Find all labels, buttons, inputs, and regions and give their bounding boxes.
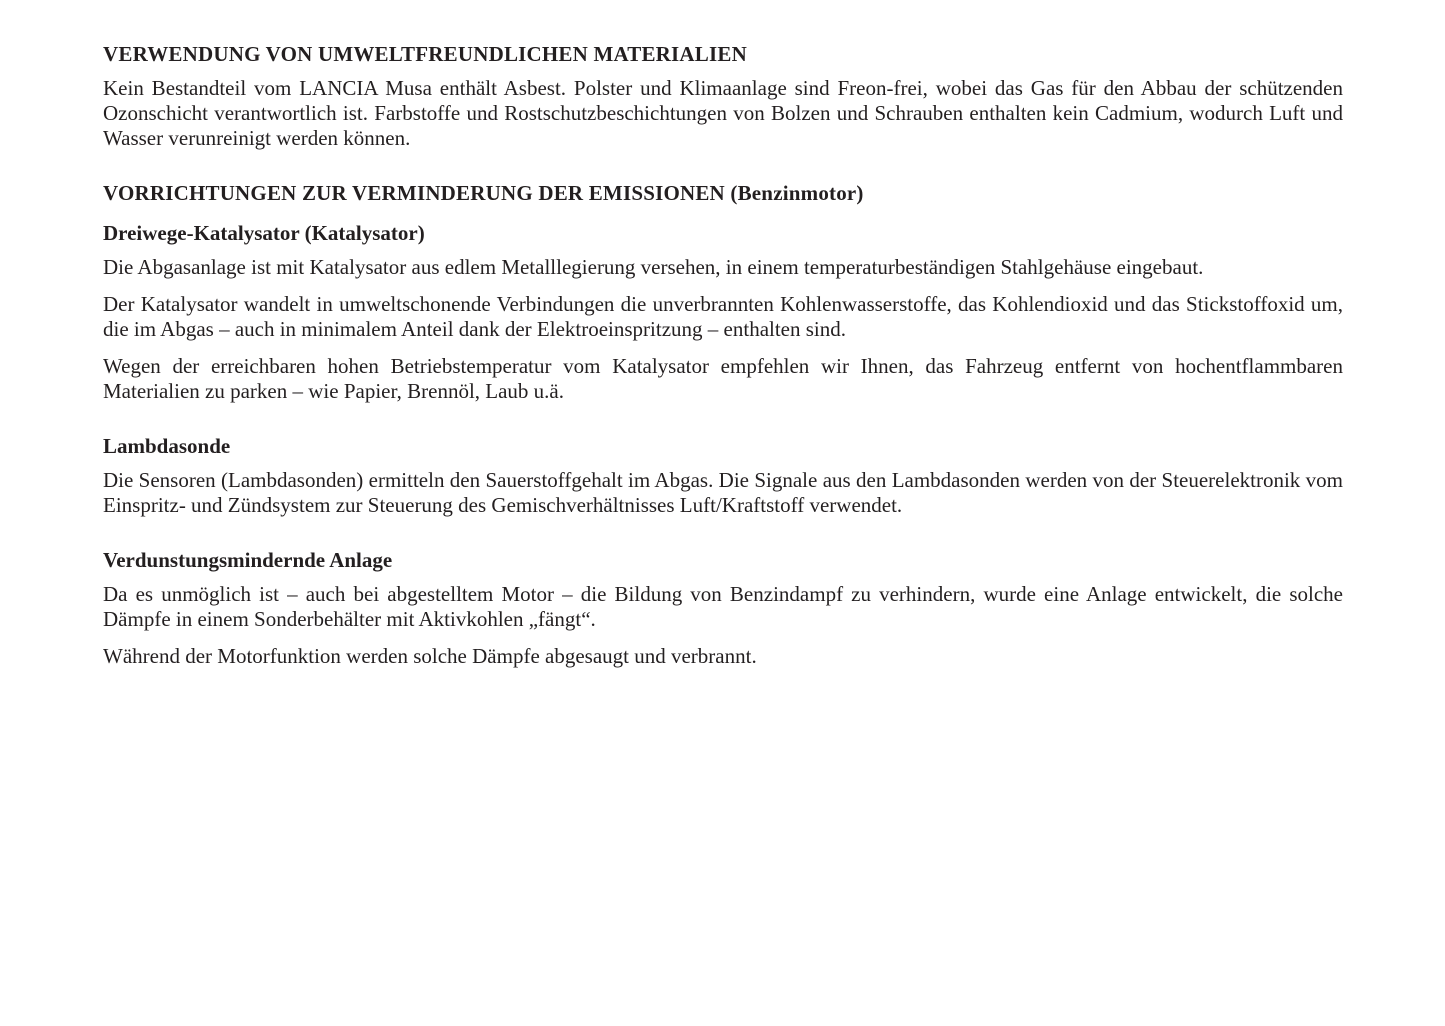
catalyst-paragraph-1: Die Abgasanlage ist mit Katalysator aus edlem Metalllegierung versehen, in einem temperaturbeständigen Stahlgehäuse eingebaut. [103, 255, 1204, 279]
lambda-paragraph: Die Sensoren (Lambdasonden) ermitteln den Sauerstoffgehalt im Abgas. Die Signale aus den Lambdasonden werden von der Steuerelektronik vom Einspritz- und Zündsystem zur Steuerung des Gemischverhältnisses Luft/Kraftstoff verwendet. [103, 468, 1343, 517]
materials-paragraph: Kein Bestandteil vom LANCIA Musa enthält Asbest. Polster und Klimaanlage sind Freon-frei, wobei das Gas für den Abbau der schützenden Ozonschicht verantwortlich ist. Farbstoffe und Rostschutzbeschichtungen von Bolzen und Schrauben enthalten kein Cadmium, wodurch Luft und Wasser verunreinigt werden können. [103, 76, 1343, 150]
emissions-title-suffix: (Benzinmotor) [730, 181, 864, 205]
emissions-title-main: VORRICHTUNGEN ZUR VERMINDERUNG DER EMISSIONEN [103, 181, 725, 205]
catalyst-paragraph-3: Wegen der erreichbaren hohen Betriebstemperatur vom Katalysator empfehlen wir Ihnen, das Fahrzeug entfernt von hochentflammbaren Materialien zu parken – wie Papier, Brennöl, Laub u.ä. [103, 354, 1343, 403]
catalyst-paragraph-2: Der Katalysator wandelt in umweltschonende Verbindungen die unverbrannten Kohlenwasserstoffe, das Kohlendioxid und das Stickstoffoxid um, die im Abgas – auch in minimalem Anteil dank der Elektroeinspritzung – enthalten sind. [103, 292, 1343, 341]
document-page [103, 40, 1343, 669]
subsection-title-lambda: Lambdasonde [103, 434, 231, 458]
evaporation-paragraph-2: Während der Motorfunktion werden solche Dämpfe abgesaugt und verbrannt. [103, 644, 757, 668]
subsection-title-catalyst: Dreiwege-Katalysator (Katalysator) [103, 221, 425, 245]
subsection-title-evaporation: Verdunstungsmindernde Anlage [103, 548, 393, 572]
section-title-materials: VERWENDUNG VON UMWELTFREUNDLICHEN MATERIALIEN [103, 42, 747, 66]
evaporation-paragraph-1: Da es unmöglich ist – auch bei abgestelltem Motor – die Bildung von Benzindampf zu verhindern, wurde eine Anlage entwickelt, die solche Dämpfe in einem Sonderbehälter mit Aktivkohlen „fängt“. [103, 582, 1343, 631]
section-title-emissions [103, 179, 1343, 207]
